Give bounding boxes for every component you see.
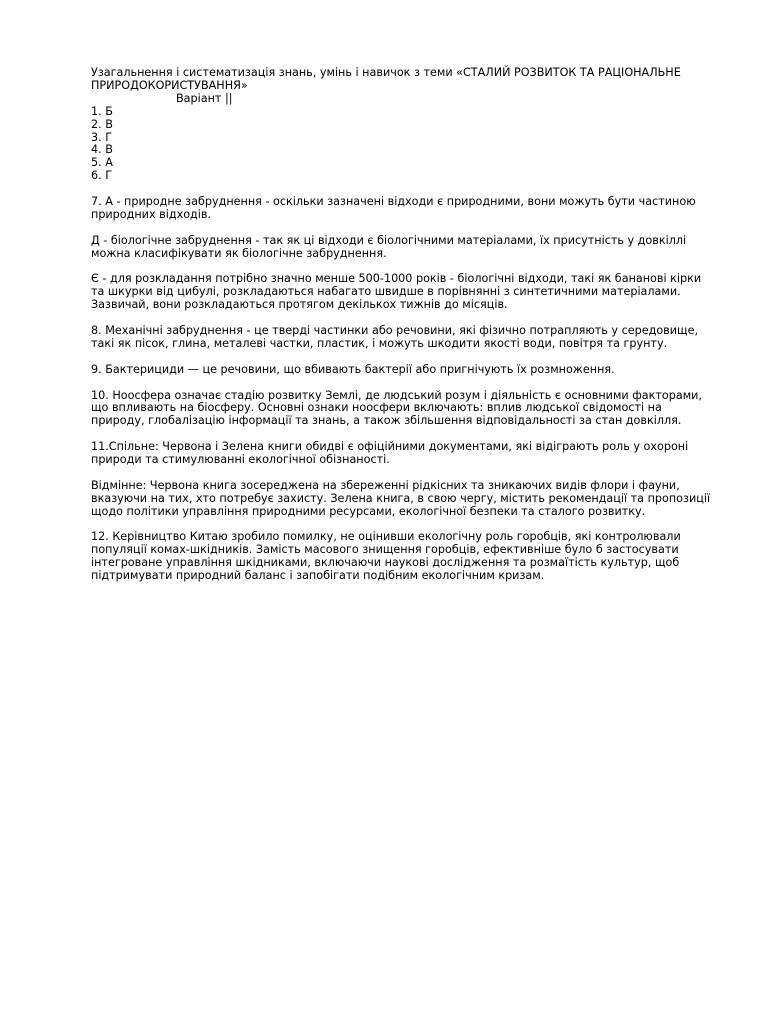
paragraph-9: 9. Бактерициди — це речовини, що вбивають бактерії або пригнічують їх розмноження. [91,362,615,376]
answer-item: 6. Г [91,169,113,183]
paragraph-7a: 7. А - природне забруднення - оскільки зазначені відходи є природними, вони можуть бути частиною природних відходів. [91,195,696,221]
answer-item: 1. Б [91,104,113,118]
answer-list [91,106,716,183]
document-page [91,67,716,583]
answer-item: 2. В [91,117,113,131]
paragraph-11-difference: Відмінне: Червона книга зосереджена на збереженні рідкісних та зникаючих видів флори і фауни, вказуючи на тих, хто потребує захисту. Зелена книга, в свою чергу, містить рекомендації та пропозиції щодо політики управління природними ресурсами, екологічної безпеки та сталого розвитку. [91,478,711,518]
paragraph-12: 12. Керівництво Китаю зробило помилку, не оцінивши екологічну роль горобців, які контролювали популяції комах-шкідників. Замість масового знищення горобців, ефективніше було б застосувати інтегроване управління шкідниками, включаючи наукові дослідження та розмаїтість культур, щоб підтримувати природний баланс і запобігати подібним екологічним кризам. [91,530,681,583]
answer-item: 4. В [91,143,113,157]
paragraph-8: 8. Механічні забруднення - це тверді частинки або речовини, які фізично потрапляють у середовище, такі як пісок, глина, металеві частки, пластик, і можуть шкодити якості води, повітря та грунту. [91,324,699,350]
variant-label: Варіант || [176,91,233,105]
paragraph-11-common: 11.Спільне: Червона і Зелена книги обидві є офіційними документами, які відіграють роль у охороні природи та стимулюванні екологічної обізнаності. [91,440,689,467]
paragraph-10: 10. Ноосфера означає стадію розвитку Землі, де людський розум і діяльність є основними факторами, що впливають на біосферу. Основні ознаки ноосфери включають: вплив людської свідомості на природу, глобалізацію інформації та знань, а також збільшення відповідальності за стан довкілля. [91,388,702,428]
answer-item: 5. А [91,156,113,170]
paragraph-7d: Д - біологічне забруднення - так як ці відходи є біологічними матеріалами, їх присутність у довкіллі можна класифікувати як біологічне забруднення. [91,233,687,260]
answer-item: 3. Г [91,130,113,144]
paragraph-7e: Є - для розкладання потрібно значно менше 500-1000 років - біологічні відходи, такі як бананові кірки та шкурки від цибулі, розкладаються набагато швидше в порівнянні з синтетичними матеріалами. Зазвичай, вони розкладаються протягом декількох тижнів до місяців. [91,272,702,312]
document-title: Узагальнення і систематизація знань, умінь і навичок з теми «СТАЛИЙ РОЗВИТОК ТА РАЦІОНАЛЬНЕ ПРИРОДОКОРИСТУВАННЯ» [91,66,681,92]
